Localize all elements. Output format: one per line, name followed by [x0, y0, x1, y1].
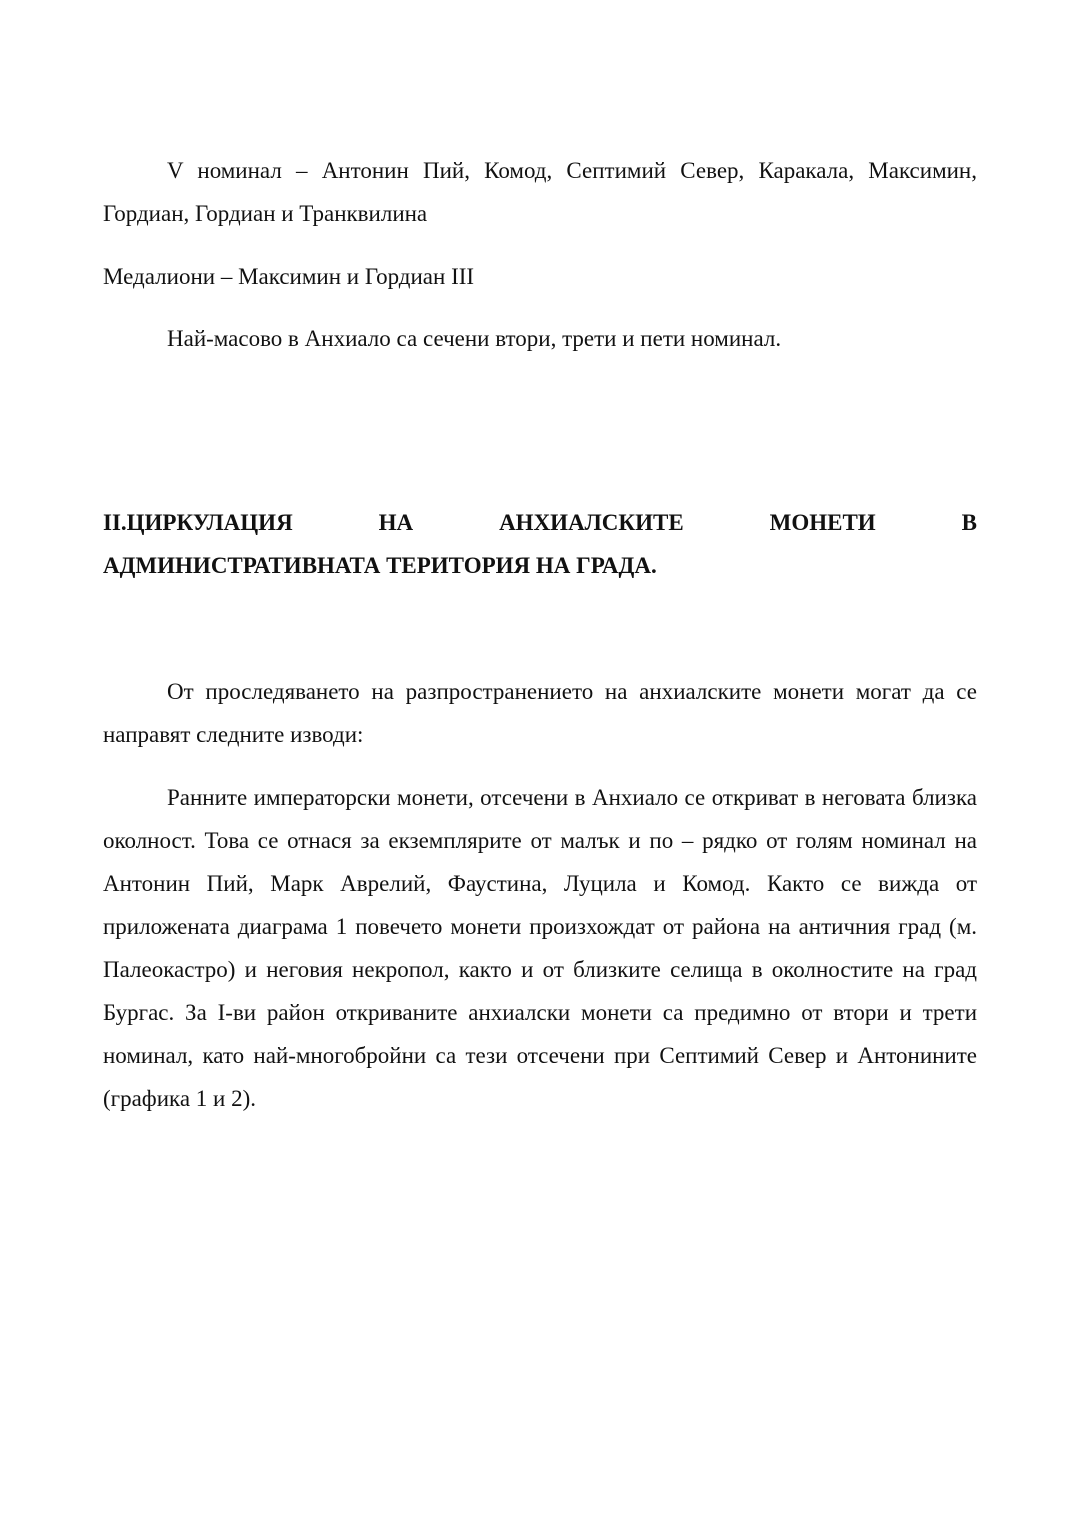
section-heading-line1 — [103, 501, 977, 544]
heading-word: НА — [378, 510, 414, 535]
heading-word: II.ЦИРКУЛАЦИЯ — [103, 510, 293, 535]
paragraph-conclusions-intro-block — [103, 670, 977, 756]
paragraph-early-coins: Ранните императорски монети, отсечени в Анхиало се откриват в неговата близка околност. Това се отнася за екземплярите от малък и по – рядко от голям номинал на Антонин Пий, Марк Аврелий, Фаустина, Луцила и Комод. Както се вижда от приложената диаграма 1 повечето монети произхождат от района на античния град (м. Палеокастро) и неговия некропол, както и от близките селища в околностите на град Бургас. За I-ви район откриваните анхиалски монети са предимно от втори и трети номинал, като най-многобройни са тези отсечени при Септимий Север и Антонините (графика 1 и 2). — [103, 785, 977, 1111]
paragraph-conclusions-intro: От проследяването на разпространението на анхиалските монети могат да се направят следните изводи: — [103, 679, 977, 747]
paragraph-medallions: Медалиони – Максимин и Гордиан III — [103, 264, 475, 289]
paragraph-medallions-block — [103, 255, 977, 298]
section-heading — [103, 501, 977, 587]
heading-word: В — [961, 510, 977, 535]
paragraph-most-minted: Най-масово в Анхиало са сечени втори, трети и пети номинал. — [167, 326, 782, 351]
paragraph-v-nominal-block — [103, 149, 977, 235]
paragraph-v-nominal: V номинал – Антонин Пий, Комод, Септимий Север, Каракала, Максимин, Гордиан, Гордиан и Транквилина — [103, 158, 977, 226]
heading-word: МОНЕТИ — [769, 510, 876, 535]
section-heading-line2: АДМИНИСТРАТИВНАТА ТЕРИТОРИЯ НА ГРАДА. — [103, 553, 657, 578]
paragraph-early-coins-block — [103, 776, 977, 1120]
heading-word: АНХИАЛСКИТЕ — [499, 510, 684, 535]
paragraph-most-minted-block — [103, 317, 977, 360]
